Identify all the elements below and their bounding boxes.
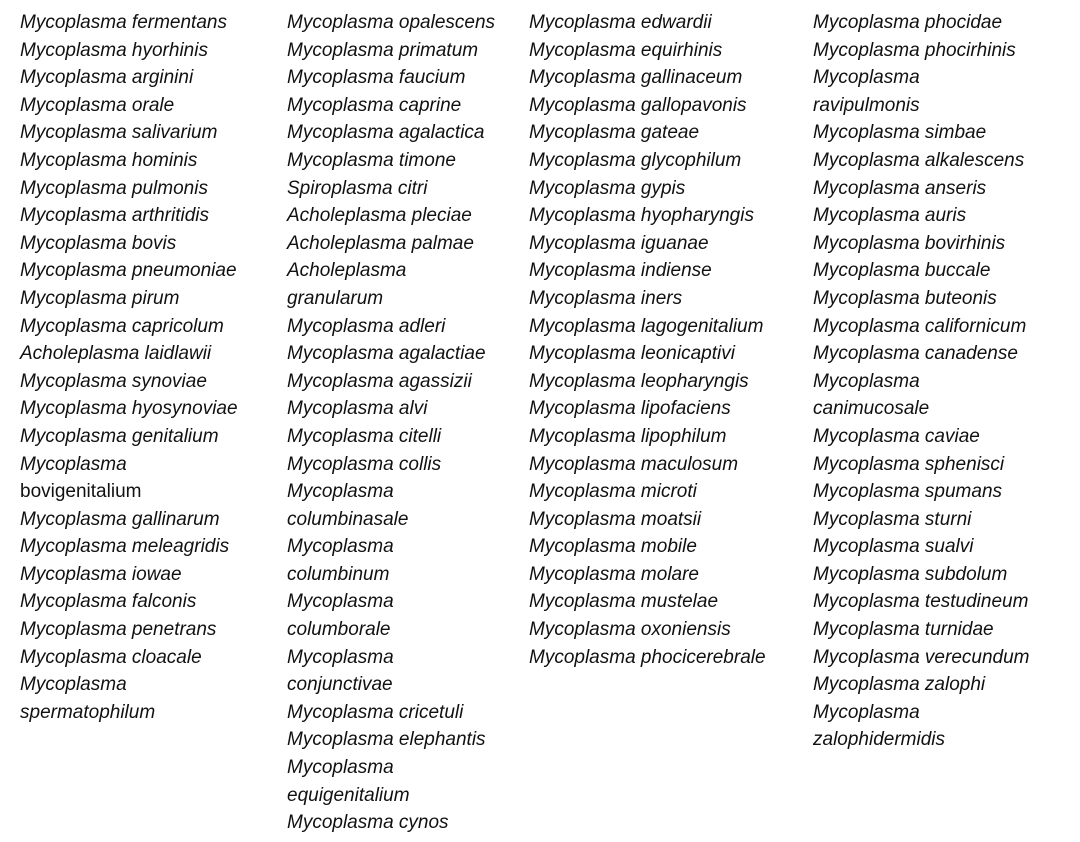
species-name-line: Mycoplasma pirum [20,287,180,309]
species-name-line: Mycoplasma gateae [529,122,700,144]
species-name-line: Mycoplasma anseris [813,177,987,199]
species-name-line: Mycoplasma salivarium [20,122,218,144]
species-name-line: Mycoplasma lipofaciens [529,398,731,420]
species-name-line: canimucosale [813,398,930,420]
species-column-3 [529,9,809,671]
species-name-line: Mycoplasma iners [529,287,683,309]
species-name-line: Mycoplasma buccale [813,260,991,282]
species-column-4 [813,9,1075,754]
species-name-line: Mycoplasma mustelae [529,591,719,613]
species-name-line: Mycoplasma meleagridis [20,536,230,558]
species-name-line: Mycoplasma adleri [287,315,446,337]
species-name-line: Mycoplasma spumans [813,481,1003,503]
species-name-line: Mycoplasma cricetuli [287,701,464,723]
species-name-line: Mycoplasma zalophi [813,674,986,696]
species-name-line: Mycoplasma [813,67,920,89]
species-name-line: columborale [287,619,391,641]
species-name-line: bovigenitalium [20,481,142,503]
species-name-line: Mycoplasma [287,536,394,558]
species-name-line: Mycoplasma gallinarum [20,508,220,530]
species-name-line: columbinum [287,563,390,585]
species-name-line: Acholeplasma [287,260,407,282]
species-name-line: Mycoplasma capricolum [20,315,224,337]
species-name-line: Mycoplasma agalactiae [287,343,486,365]
species-name-line: Mycoplasma turnidae [813,619,994,641]
species-name-line: Mycoplasma lagogenitalium [529,315,764,337]
species-name-line: Mycoplasma hominis [20,149,198,171]
species-name-line: Mycoplasma penetrans [20,619,217,641]
species-name-line: Mycoplasma bovis [20,232,177,254]
species-name-line: Mycoplasma sualvi [813,536,974,558]
species-name-line: columbinasale [287,508,409,530]
species-name-line: Mycoplasma agalactica [287,122,485,144]
species-name-line: Mycoplasma elephantis [287,729,486,751]
species-name-line: Mycoplasma opalescens [287,12,496,33]
species-name-line: Mycoplasma agassizii [287,370,472,392]
species-name-line: Mycoplasma canadense [813,343,1018,365]
species-name-line: Mycoplasma [287,481,394,503]
species-name-line: Mycoplasma timone [287,149,456,171]
species-name-line: Mycoplasma [20,674,127,696]
species-name-line: Mycoplasma hyorhinis [20,39,208,61]
species-name-line: Mycoplasma phocicerebrale [529,646,766,668]
species-name-line: Acholeplasma palmae [287,232,474,254]
species-name-line: Mycoplasma auris [813,205,967,227]
species-name-line: Mycoplasma faucium [287,67,466,89]
species-name-line: Mycoplasma equirhinis [529,39,723,61]
species-name-line: Mycoplasma testudineum [813,591,1029,613]
species-name-line: Mycoplasma fermentans [20,12,227,33]
species-name-line: Mycoplasma sphenisci [813,453,1005,475]
species-name-line: Mycoplasma pulmonis [20,177,208,199]
species-name-line: Mycoplasma maculosum [529,453,739,475]
species-name-line: Mycoplasma mobile [529,536,697,558]
species-name-line: Mycoplasma iguanae [529,232,709,254]
species-name-line: Mycoplasma hyopharyngis [529,205,754,227]
species-name-line: Mycoplasma leopharyngis [529,370,749,392]
species-column-1 [20,9,282,726]
species-name-line: Mycoplasma [813,370,920,392]
species-name-line: Mycoplasma gallopavonis [529,94,747,116]
species-name-line: Mycoplasma falconis [20,591,197,613]
species-name-line: Mycoplasma californicum [813,315,1027,337]
species-name-line: Mycoplasma collis [287,453,442,475]
species-name-line: Mycoplasma subdolum [813,563,1008,585]
species-name-line: Mycoplasma glycophilum [529,149,742,171]
species-name-line: Mycoplasma [287,646,394,668]
species-name-line: Mycoplasma iowae [20,563,182,585]
species-name-line: Mycoplasma cloacale [20,646,202,668]
species-name-line: Mycoplasma moatsii [529,508,702,530]
species-name-line: Mycoplasma orale [20,94,175,116]
species-name-line: Mycoplasma leonicaptivi [529,343,735,365]
species-name-line: Mycoplasma primatum [287,39,479,61]
species-name-line: Mycoplasma alvi [287,398,428,420]
species-name-line: Mycoplasma [287,757,394,779]
species-name-line: Mycoplasma cynos [287,812,449,834]
species-name-line: ravipulmonis [813,94,920,116]
species-name-line: zalophidermidis [813,729,946,751]
species-name-line: Mycoplasma microti [529,481,697,503]
species-name-line: Mycoplasma edwardii [529,12,712,33]
species-name-line: Mycoplasma [287,591,394,613]
species-name-line: Spiroplasma citri [287,177,428,199]
species-name-line: Mycoplasma hyosynoviae [20,398,238,420]
species-name-line: Mycoplasma verecundum [813,646,1030,668]
species-name-line: Mycoplasma oxoniensis [529,619,731,641]
species-name-line: Acholeplasma laidlawii [20,343,212,365]
species-name-line: spermatophilum [20,701,156,723]
species-name-line: Mycoplasma alkalescens [813,149,1025,171]
species-name-line: Mycoplasma synoviae [20,370,207,392]
species-name-line: Mycoplasma citelli [287,425,442,447]
species-name-line: Mycoplasma molare [529,563,699,585]
species-column-2 [287,9,523,837]
species-name-line: Mycoplasma arginini [20,67,194,89]
species-name-line: Mycoplasma [20,453,127,475]
species-name-line: Mycoplasma simbae [813,122,987,144]
species-name-line: equigenitalium [287,784,410,806]
species-name-line: granularum [287,287,384,309]
species-name-line: Mycoplasma phocirhinis [813,39,1016,61]
species-name-line: Mycoplasma [813,701,920,723]
species-name-line: Mycoplasma gypis [529,177,686,199]
species-name-line: Mycoplasma pneumoniae [20,260,237,282]
species-name-line: Mycoplasma caprine [287,94,462,116]
species-name-line: Mycoplasma bovirhinis [813,232,1006,254]
species-name-line: Acholeplasma pleciae [287,205,472,227]
species-name-line: Mycoplasma indiense [529,260,712,282]
species-name-line: conjunctivae [287,674,393,696]
species-name-line: Mycoplasma gallinaceum [529,67,743,89]
species-name-line: Mycoplasma genitalium [20,425,219,447]
species-name-line: Mycoplasma buteonis [813,287,997,309]
species-name-line: Mycoplasma sturni [813,508,972,530]
species-name-line: Mycoplasma caviae [813,425,980,447]
species-name-line: Mycoplasma phocidae [813,12,1003,33]
species-name-line: Mycoplasma arthritidis [20,205,209,227]
species-name-line: Mycoplasma lipophilum [529,425,727,447]
